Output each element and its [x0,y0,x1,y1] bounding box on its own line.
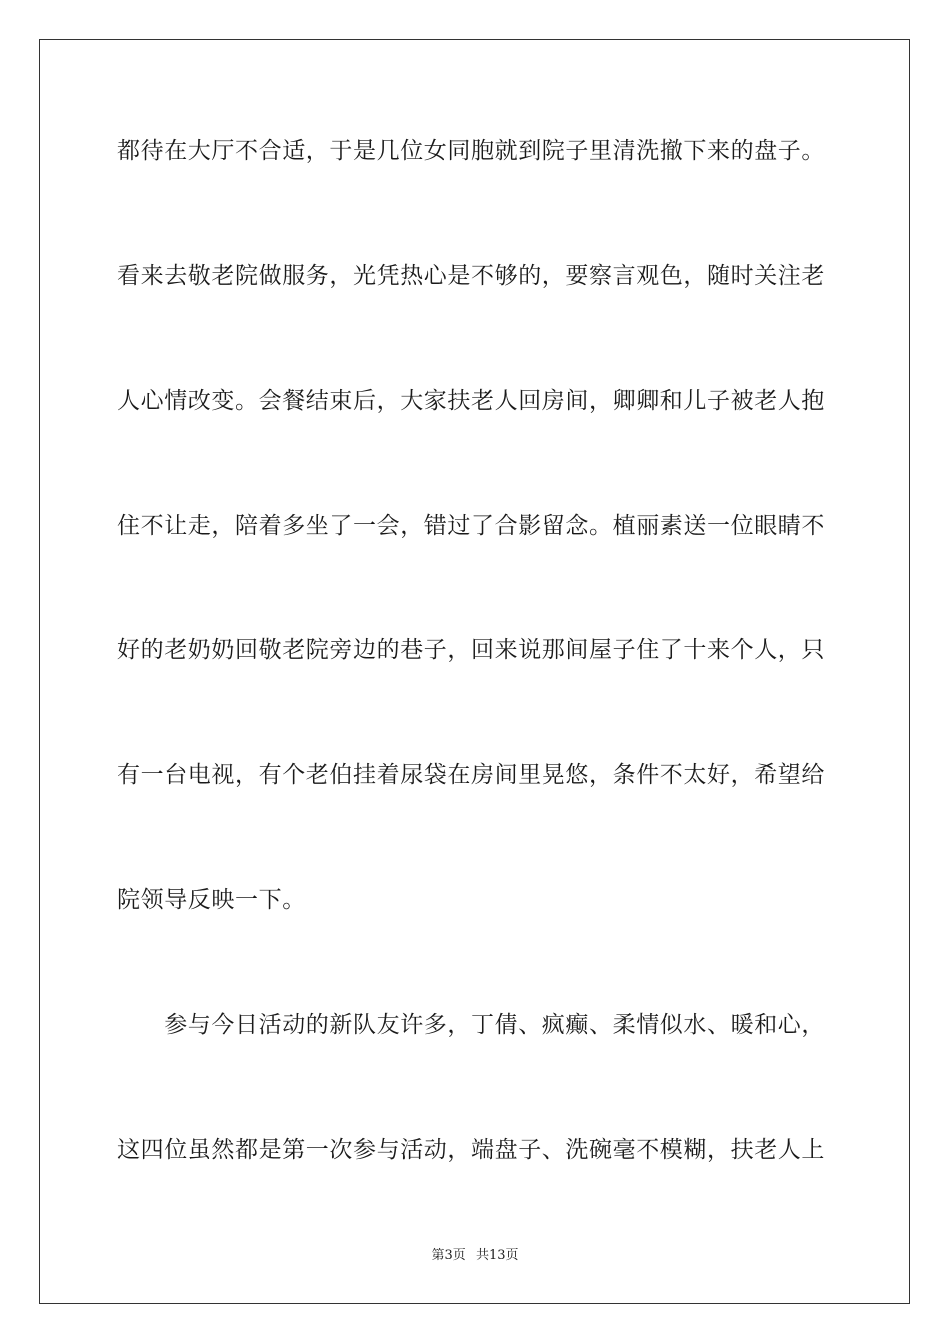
page-number: 第3页 [431,1248,466,1263]
page-footer [0,1247,950,1265]
body-text-line-8: 参与今日活动的新队友许多，丁倩、疯癫、柔情似水、暖和心， [117,1012,825,1038]
body-text-line-2: 看来去敬老院做服务，光凭热心是不够的，要察言观色，随时关注老 [117,263,825,289]
body-text-line-5: 好的老奶奶回敬老院旁边的巷子，回来说那间屋子住了十来个人，只 [117,637,825,663]
body-text-line-7: 院领导反映一下。 [117,887,306,913]
total-pages: 共13页 [475,1248,519,1263]
body-text-line-9: 这四位虽然都是第一次参与活动，端盘子、洗碗毫不模糊，扶老人上 [117,1137,825,1163]
body-text-line-3: 人心情改变。会餐结束后，大家扶老人回房间，卿卿和儿子被老人抱 [117,388,825,414]
body-text-line-4: 住不让走，陪着多坐了一会，错过了合影留念。植丽素送一位眼睛不 [117,513,825,539]
body-text-line-6: 有一台电视，有个老伯挂着尿袋在房间里晃悠，条件不太好，希望给 [117,762,825,788]
page-border [39,39,910,1304]
body-text-line-1: 都待在大厅不合适，于是几位女同胞就到院子里清洗撤下来的盘子。 [117,138,825,164]
